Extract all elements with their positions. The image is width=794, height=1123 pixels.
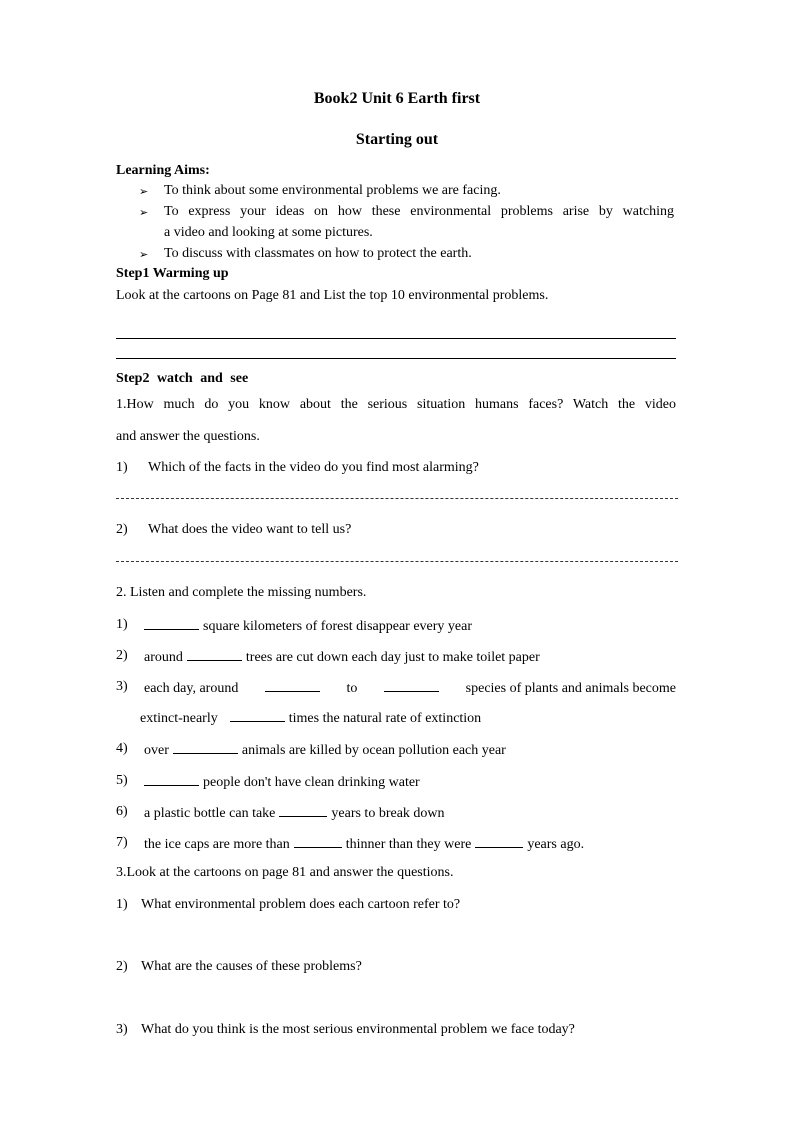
q2-item-line xyxy=(144,679,676,697)
page-subtitle: Starting out xyxy=(355,131,439,148)
answer-line[interactable] xyxy=(116,561,678,562)
q1-prompt-continued: and answer the questions. xyxy=(116,429,260,444)
q2-item-number: 1) xyxy=(116,617,128,632)
bullet-arrow-icon: ➢ xyxy=(139,207,149,219)
step2-heading: Step2 watch and see xyxy=(116,371,249,386)
q3-heading: 3.Look at the cartoons on page 81 and answer the questions. xyxy=(116,865,454,880)
q3-item-number: 3) xyxy=(116,1022,128,1037)
q1-prompt: 1.How much do you know about the serious situation humans faces? Watch the video xyxy=(116,397,676,412)
q2-item-text: trees are cut down each day just to make toilet paper xyxy=(245,650,540,665)
q2-item-line xyxy=(144,835,584,853)
q2-item-text: times the natural rate of extinction xyxy=(288,711,482,726)
q2-item-number: 6) xyxy=(116,804,128,819)
q2-item-line xyxy=(144,741,506,759)
q3-item-text: What environmental problem does each cartoon refer to? xyxy=(141,897,461,912)
q2-item-number: 4) xyxy=(116,741,128,756)
answer-line[interactable] xyxy=(116,358,676,359)
q3-item-text: What are the causes of these problems? xyxy=(141,959,362,974)
q2-item-text: over xyxy=(144,743,169,758)
q2-item-line xyxy=(140,709,481,727)
aim-item: To think about some environmental problems we are facing. xyxy=(164,183,501,198)
fill-blank[interactable] xyxy=(230,709,285,722)
answer-line[interactable] xyxy=(116,498,678,499)
q2-item-text: the ice caps are more than xyxy=(144,837,290,852)
aim-item: To discuss with classmates on how to protect the earth. xyxy=(164,246,472,261)
q2-item-text: square kilometers of forest disappear every year xyxy=(203,619,472,634)
q2-item-number: 5) xyxy=(116,773,128,788)
fill-blank[interactable] xyxy=(294,835,342,848)
q2-item-text: around xyxy=(144,650,183,665)
q2-item-text: a plastic bottle can take xyxy=(144,806,276,821)
q2-item-line xyxy=(144,648,540,666)
q2-item-text: people don't have clean drinking water xyxy=(203,775,420,790)
q2-item-line xyxy=(144,617,472,635)
fill-blank[interactable] xyxy=(173,741,238,754)
q2-item-text: years ago. xyxy=(527,837,585,852)
q2-item-text: to xyxy=(346,681,358,696)
bullet-arrow-icon: ➢ xyxy=(139,249,149,261)
q3-item-number: 2) xyxy=(116,959,128,974)
q3-item-text: What do you think is the most serious environmental problem we face today? xyxy=(141,1022,575,1037)
q2-item-text: each day, around xyxy=(144,681,239,696)
q2-item-text: animals are killed by ocean pollution each year xyxy=(241,743,506,758)
aim-item-continued: a video and looking at some pictures. xyxy=(164,225,373,240)
q1-item-number: 2) xyxy=(116,522,128,537)
answer-line[interactable] xyxy=(116,338,676,339)
learning-aims-heading: Learning Aims: xyxy=(116,163,210,178)
fill-blank[interactable] xyxy=(187,648,242,661)
q2-item-text: years to break down xyxy=(331,806,445,821)
q1-item-text: Which of the facts in the video do you find most alarming? xyxy=(148,460,479,475)
step1-instruction: Look at the cartoons on Page 81 and List the top 10 environmental problems. xyxy=(116,288,549,303)
fill-blank[interactable] xyxy=(144,773,199,786)
q2-item-text: species of plants and animals become xyxy=(465,681,676,696)
fill-blank[interactable] xyxy=(265,679,320,692)
fill-blank[interactable] xyxy=(279,804,327,817)
fill-blank[interactable] xyxy=(384,679,439,692)
q2-item-number: 7) xyxy=(116,835,128,850)
page-title: Book2 Unit 6 Earth first xyxy=(313,90,481,107)
q2-item-text: extinct-nearly xyxy=(140,711,218,726)
q2-item-text: thinner than they were xyxy=(345,837,472,852)
aim-item: To express your ideas on how these environmental problems arise by watching xyxy=(164,204,674,219)
q2-item-line xyxy=(144,804,445,822)
fill-blank[interactable] xyxy=(144,617,199,630)
q2-item-line xyxy=(144,773,420,791)
fill-blank[interactable] xyxy=(475,835,523,848)
q2-heading: 2. Listen and complete the missing numbers. xyxy=(116,585,367,600)
q1-item-number: 1) xyxy=(116,460,128,475)
q2-item-number: 2) xyxy=(116,648,128,663)
q2-item-number: 3) xyxy=(116,679,128,694)
bullet-arrow-icon: ➢ xyxy=(139,186,149,198)
step1-heading: Step1 Warming up xyxy=(116,266,229,281)
q3-item-number: 1) xyxy=(116,897,128,912)
q1-item-text: What does the video want to tell us? xyxy=(148,522,352,537)
